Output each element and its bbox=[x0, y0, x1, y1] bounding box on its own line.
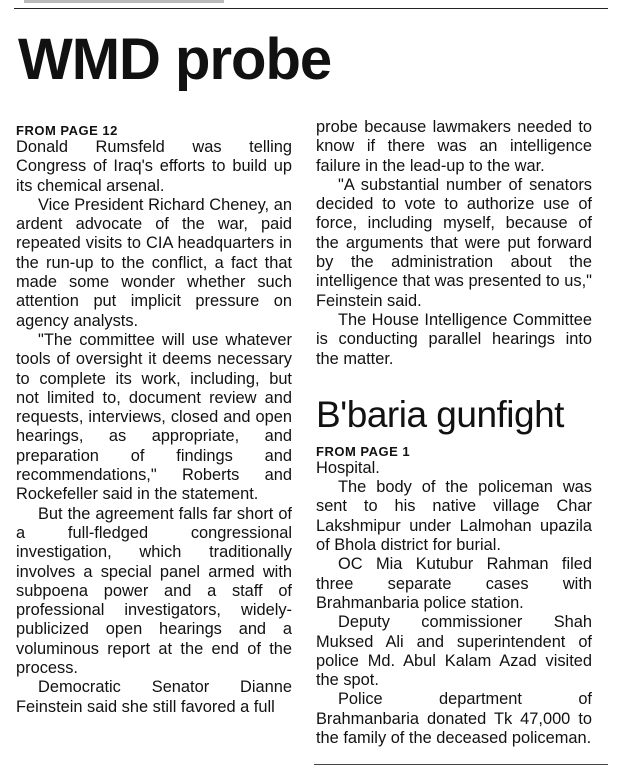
article1-paragraph: Vice President Richard Cheney, an ardent advocate of the war, paid repeated visits to CIA headquarters in the run-up to the conflict, a fact that made some wonder whether such attention put implicit pressure on agency analysts. bbox=[16, 195, 292, 330]
article2-paragraph: Police department of Brahmanbaria donated Tk 47,000 to the family of the deceased policeman. bbox=[316, 690, 592, 748]
article1-paragraph: Democratic Senator Dianne Feinstein said she still favored a full bbox=[16, 678, 292, 716]
article2-paragraph: Deputy commissioner Shah Muksed Ali and superintendent of police Md. Abul Kalam Azad visited the spot. bbox=[316, 613, 592, 690]
kicker-from-page-12: FROM PAGE 12 bbox=[16, 123, 118, 138]
article1-paragraph: But the agreement falls far short of a full-fledged congressional investigation, which traditionally involves a special panel armed with subpoena power and a staff of professional investigators, widely-publicized open hearings and a voluminous report at the end of the process. bbox=[16, 504, 292, 678]
top-rule bbox=[14, 8, 608, 9]
previous-article-edge bbox=[24, 0, 224, 3]
headline-wmd-probe: WMD probe bbox=[18, 27, 332, 92]
article2-paragraph: OC Mia Kutubur Rahman filed three separate cases with Brahmanbaria police station. bbox=[316, 555, 592, 612]
article1-column-left bbox=[16, 118, 292, 717]
article1-paragraph: Donald Rumsfeld was telling Congress of Iraq's efforts to build up its chemical arsenal. bbox=[16, 138, 292, 195]
kicker-from-page-1: FROM PAGE 1 bbox=[316, 443, 411, 459]
article2-paragraph: The body of the policeman was sent to his native village Char Lakshmipur under Lalmohan upazila of Bhola district for burial. bbox=[316, 478, 592, 555]
article1-paragraph: probe because lawmakers needed to know if there was an intelligence failure in the lead-up to the war. bbox=[316, 118, 592, 175]
article1-paragraph: The House Intelligence Committee is conducting parallel hearings into the matter. bbox=[316, 310, 592, 368]
article1-paragraph: "The committee will use whatever tools of oversight it deems necessary to complete its work, including, but not limited to, document review and requests, interviews, closed and open hearings, as appropriate, and preparation of findings and recommendations," Roberts and Rockefeller said in the statement. bbox=[16, 330, 292, 504]
article2-paragraph: Hospital. bbox=[316, 458, 380, 477]
headline-bbaria-gunfight: B'baria gunfight bbox=[316, 393, 564, 435]
bottom-rule bbox=[314, 764, 608, 765]
article-column-right bbox=[316, 118, 592, 748]
article1-paragraph: "A substantial number of senators decided to vote to authorize use of force, including myself, because of the arguments that were put forward by the administration about the intelligence that was presented to us," Feinstein said. bbox=[316, 175, 592, 310]
